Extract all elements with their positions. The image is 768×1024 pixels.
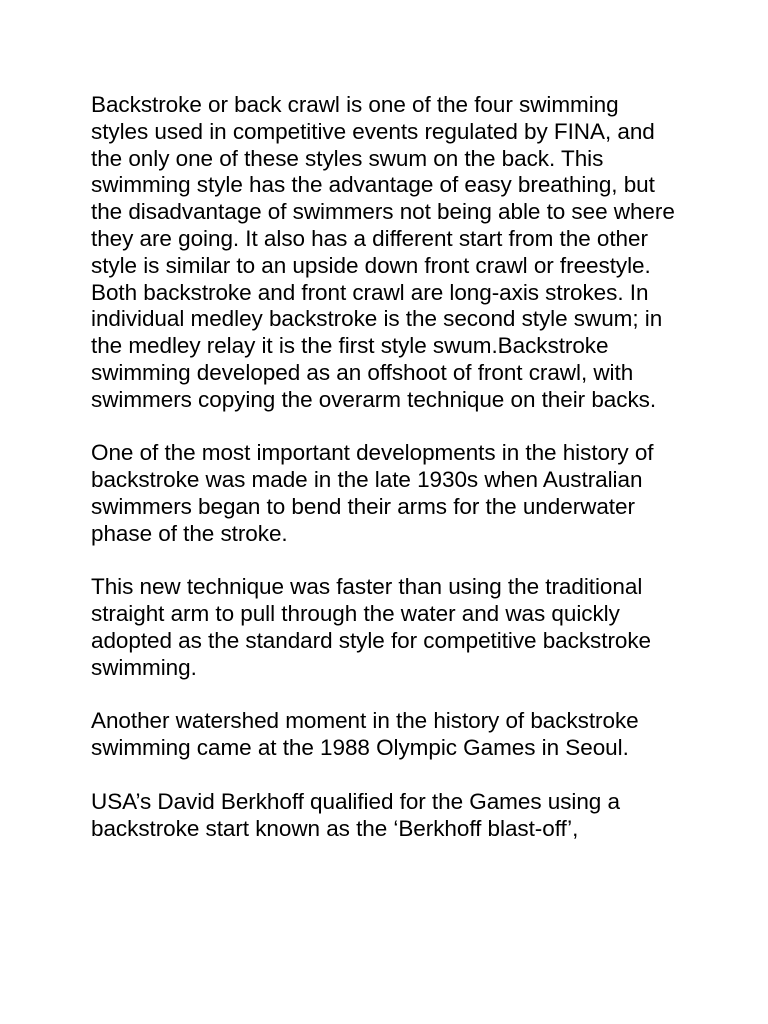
paragraph-new-technique: This new technique was faster than using the traditional straight arm to pull through the water and was quickly adopted as the standard style for competitive backstroke swimming. <box>91 574 652 680</box>
paragraph-1988-olympics: Another watershed moment in the history of backstroke swimming came at the 1988 Olympic Games in Seoul. <box>91 708 639 761</box>
document-body <box>91 92 681 842</box>
paragraph-backstroke-intro: Backstroke or back crawl is one of the four swimming styles used in competitive events regulated by FINA, and the only one of these styles swum on the back. This swimming style has the advantage of easy breathing, but the disadvantage of swimmers not being able to see where they are going. It also has a different start from the other style is similar to an upside down front crawl or freestyle. Both backstroke and front crawl are long-axis strokes. In individual medley backstroke is the second style swum; in the medley relay it is the first style swum.Backstroke swimming developed as an offshoot of front crawl, with swimmers copying the overarm technique on their backs. <box>91 92 675 412</box>
paragraph-berkhoff: USA’s David Berkhoff qualified for the Games using a backstroke start known as the ‘Berkhoff blast-off’, <box>91 788 620 841</box>
paragraph-1930s-development: One of the most important developments in the history of backstroke was made in the late 1930s when Australian swimmers began to bend their arms for the underwater phase of the stroke. <box>91 440 654 546</box>
